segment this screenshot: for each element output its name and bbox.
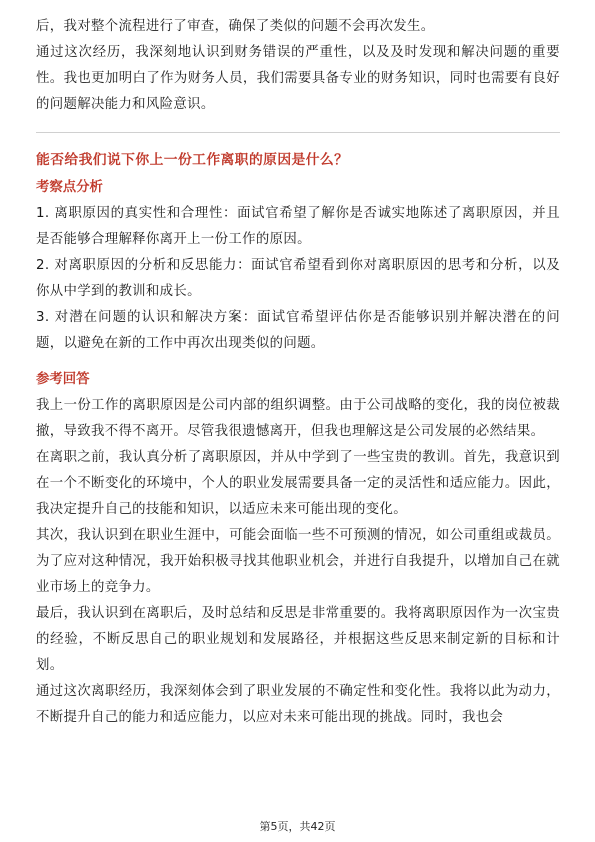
answer-paragraph: 在离职之前，我认真分析了离职原因，并从中学到了一些宝贵的教训。首先，我意识到在一个不断变化的环境中，个人的职业发展需要具备一定的灵活性和适应能力。因此，我决定提升自己的技能和知识，以适应未来可能出现的变化。	[36, 450, 560, 517]
analysis-point: 1. 离职原因的真实性和合理性：面试官希望了解你是否诚实地陈述了离职原因，并且是否能够合理解释你离开上一份工作的原因。	[36, 206, 560, 247]
intro-paragraph: 后，我对整个流程进行了审查，确保了类似的问题不会再次发生。	[36, 19, 435, 34]
question-title: 能否给我们说下你上一份工作离职的原因是什么？	[36, 152, 349, 168]
document-page	[36, 14, 560, 731]
answer-heading: 参考回答	[36, 372, 90, 387]
page-number: 第5页，共42页	[259, 820, 336, 833]
analysis-point: 3. 对潜在问题的认识和解决方案：面试官希望评估你是否能够识别并解决潜在的问题，以避免在新的工作中再次出现类似的问题。	[36, 310, 560, 351]
answer-paragraph: 我上一份工作的离职原因是公司内部的组织调整。由于公司战略的变化，我的岗位被裁撤，导致我不得不离开。尽管我很遗憾离开，但我也理解这是公司发展的必然结果。	[36, 398, 560, 439]
intro-paragraph: 通过这次经历，我深刻地认识到财务错误的严重性，以及及时发现和解决问题的重要性。我也更加明白了作为财务人员，我们需要具备专业的财务知识，同时也需要有良好的问题解决能力和风险意识。	[36, 45, 560, 112]
answer-paragraph: 其次，我认识到在职业生涯中，可能会面临一些不可预测的情况，如公司重组或裁员。为了应对这种情况，我开始积极寻找其他职业机会，并进行自我提升，以增加自己在就业市场上的竞争力。	[36, 528, 560, 595]
analysis-point: 2. 对离职原因的分析和反思能力：面试官希望看到你对离职原因的思考和分析，以及你从中学到的教训和成长。	[36, 258, 560, 299]
section-divider	[36, 132, 560, 133]
analysis-heading: 考察点分析	[36, 180, 103, 195]
answer-paragraph: 通过这次离职经历，我深刻体会到了职业发展的不确定性和变化性。我将以此为动力，不断提升自己的能力和适应能力，以应对未来可能出现的挑战。同时，我也会	[36, 684, 560, 725]
answer-paragraph: 最后，我认识到在离职后，及时总结和反思是非常重要的。我将离职原因作为一次宝贵的经验，不断反思自己的职业规划和发展路径，并根据这些反思来制定新的目标和计划。	[36, 606, 560, 673]
